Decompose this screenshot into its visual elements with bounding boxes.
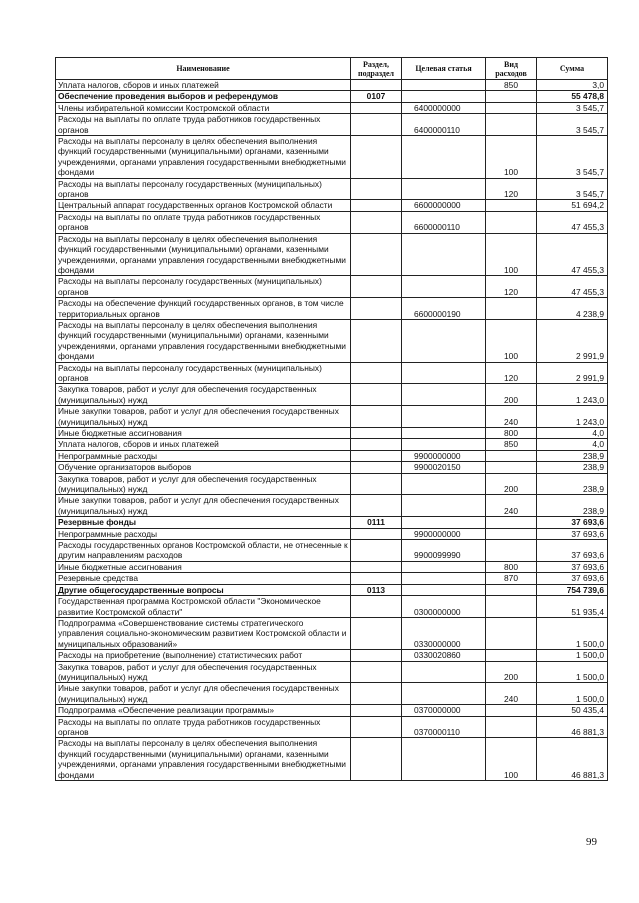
cell-name: Резервные средства [56,573,351,584]
cell-target [402,573,486,584]
cell-target: 0330020860 [402,650,486,661]
cell-kind: 100 [486,738,537,781]
cell-kind [486,716,537,738]
cell-kind [486,650,537,661]
cell-section [351,114,402,136]
cell-section [351,136,402,179]
cell-kind: 870 [486,573,537,584]
cell-sum: 55 478,8 [537,91,608,102]
cell-section [351,406,402,428]
table-row [56,200,608,211]
cell-sum: 1 243,0 [537,406,608,428]
table-row [56,738,608,781]
cell-name: Уплата налогов, сборов и иных платежей [56,439,351,450]
cell-name: Резервные фонды [56,517,351,528]
cell-name: Непрограммные расходы [56,450,351,461]
cell-sum: 1 500,0 [537,661,608,683]
cell-sum: 238,9 [537,450,608,461]
cell-name: Расходы на выплаты персоналу в целях обеспечения выполнения функций государственными (муниципальными) органами, казенными учреждениями, органами управления государственными внебюджетными фондами [56,136,351,179]
cell-target [402,584,486,595]
cell-kind: 100 [486,136,537,179]
cell-section [351,362,402,384]
budget-table-container [55,57,607,781]
table-row [56,517,608,528]
cell-target [402,319,486,362]
cell-kind: 100 [486,319,537,362]
header-name: Наименование [56,58,351,80]
cell-target [402,91,486,102]
cell-name: Расходы на выплаты по оплате труда работников государственных органов [56,716,351,738]
cell-target [402,80,486,91]
cell-name: Центральный аппарат государственных органов Костромской области [56,200,351,211]
cell-section [351,200,402,211]
table-row [56,406,608,428]
cell-kind [486,450,537,461]
cell-sum: 51 935,4 [537,596,608,618]
cell-section: 0111 [351,517,402,528]
table-row [56,661,608,683]
cell-section [351,738,402,781]
cell-target: 0300000000 [402,596,486,618]
table-row [56,276,608,298]
cell-section [351,178,402,200]
cell-kind [486,617,537,649]
cell-name: Расходы на выплаты персоналу государственных (муниципальных) органов [56,276,351,298]
cell-kind [486,102,537,113]
cell-kind: 200 [486,661,537,683]
cell-kind [486,211,537,233]
cell-name: Обучение организаторов выборов [56,462,351,473]
cell-name: Расходы на выплаты персоналу в целях обеспечения выполнения функций государственными (муниципальными) органами, казенными учреждениями, органами управления государственными внебюджетными фондами [56,738,351,781]
cell-kind: 800 [486,561,537,572]
page-number: 99 [586,836,597,848]
cell-kind: 850 [486,439,537,450]
cell-sum: 47 455,3 [537,276,608,298]
cell-target [402,439,486,450]
cell-section [351,661,402,683]
cell-kind [486,462,537,473]
cell-section [351,276,402,298]
cell-kind: 200 [486,384,537,406]
cell-name: Другие общегосударственные вопросы [56,584,351,595]
table-row [56,450,608,461]
cell-kind: 240 [486,406,537,428]
cell-section: 0107 [351,91,402,102]
header-section: Раздел, подраздел [351,58,402,80]
cell-kind: 850 [486,80,537,91]
cell-kind: 200 [486,473,537,495]
table-row [56,428,608,439]
cell-kind: 800 [486,428,537,439]
table-row [56,716,608,738]
table-row [56,705,608,716]
table-row [56,233,608,276]
cell-target: 6600000190 [402,298,486,320]
table-row [56,683,608,705]
cell-target: 6600000000 [402,200,486,211]
cell-target: 0370000110 [402,716,486,738]
cell-name: Закупка товаров, работ и услуг для обеспечения государственных (муниципальных) нужд [56,473,351,495]
table-row [56,617,608,649]
cell-target [402,406,486,428]
cell-target [402,136,486,179]
cell-name: Расходы на выплаты персоналу государственных (муниципальных) органов [56,362,351,384]
table-row [56,495,608,517]
cell-sum: 37 693,6 [537,561,608,572]
cell-kind: 240 [486,683,537,705]
cell-name: Иные закупки товаров, работ и услуг для обеспечения государственных (муниципальных) нужд [56,406,351,428]
header-sum: Сумма [537,58,608,80]
cell-kind [486,517,537,528]
cell-kind [486,91,537,102]
cell-target: 9900099990 [402,540,486,562]
cell-sum: 37 693,6 [537,573,608,584]
cell-name: Иные закупки товаров, работ и услуг для обеспечения государственных (муниципальных) нужд [56,683,351,705]
cell-sum: 1 500,0 [537,650,608,661]
header-kind: Вид расходов [486,58,537,80]
table-row [56,298,608,320]
cell-target [402,661,486,683]
cell-section [351,102,402,113]
cell-target [402,683,486,705]
cell-name: Расходы на выплаты по оплате труда работников государственных органов [56,211,351,233]
cell-name: Расходы государственных органов Костромской области, не отнесенные к другим направлениям расходов [56,540,351,562]
cell-sum: 238,9 [537,495,608,517]
cell-section [351,439,402,450]
table-row [56,80,608,91]
table-row [56,136,608,179]
cell-section [351,683,402,705]
cell-section [351,384,402,406]
cell-target [402,738,486,781]
cell-kind [486,596,537,618]
cell-sum: 3,0 [537,80,608,91]
cell-section [351,528,402,539]
cell-sum: 4,0 [537,439,608,450]
table-row [56,573,608,584]
cell-target: 9900020150 [402,462,486,473]
cell-name: Обеспечение проведения выборов и референдумов [56,91,351,102]
cell-section [351,298,402,320]
cell-section [351,80,402,91]
cell-name: Непрограммные расходы [56,528,351,539]
cell-name: Государственная программа Костромской области "Экономическое развитие Костромской области" [56,596,351,618]
table-row [56,114,608,136]
table-row [56,540,608,562]
cell-sum: 51 694,2 [537,200,608,211]
table-row [56,362,608,384]
cell-kind [486,705,537,716]
cell-target: 6400000000 [402,102,486,113]
cell-kind: 100 [486,233,537,276]
cell-name: Закупка товаров, работ и услуг для обеспечения государственных (муниципальных) нужд [56,661,351,683]
cell-name: Расходы на приобретение (выполнение) статистических работ [56,650,351,661]
cell-section: 0113 [351,584,402,595]
cell-kind [486,540,537,562]
cell-name: Подпрограмма «Обеспечение реализации программы» [56,705,351,716]
cell-section [351,573,402,584]
cell-sum: 3 545,7 [537,178,608,200]
table-row [56,473,608,495]
cell-section [351,473,402,495]
cell-name: Расходы на обеспечение функций государственных органов, в том числе территориальных органов [56,298,351,320]
table-row [56,102,608,113]
cell-sum: 1 243,0 [537,384,608,406]
table-row [56,211,608,233]
table-row [56,319,608,362]
cell-name: Закупка товаров, работ и услуг для обеспечения государственных (муниципальных) нужд [56,384,351,406]
cell-name: Уплата налогов, сборов и иных платежей [56,80,351,91]
cell-target [402,517,486,528]
cell-sum: 1 500,0 [537,683,608,705]
cell-target [402,276,486,298]
cell-section [351,540,402,562]
cell-target [402,473,486,495]
cell-section [351,561,402,572]
cell-kind [486,528,537,539]
cell-target: 6400000110 [402,114,486,136]
cell-sum: 3 545,7 [537,136,608,179]
cell-target [402,428,486,439]
cell-section [351,233,402,276]
cell-target: 0330000000 [402,617,486,649]
cell-name: Расходы на выплаты персоналу в целях обеспечения выполнения функций государственными (муниципальными) органами, казенными учреждениями, органами управления государственными внебюджетными фондами [56,233,351,276]
cell-target: 6600000110 [402,211,486,233]
table-row [56,91,608,102]
cell-kind [486,298,537,320]
table-row [56,584,608,595]
cell-sum: 754 739,6 [537,584,608,595]
cell-name: Расходы на выплаты по оплате труда работников государственных органов [56,114,351,136]
cell-name: Иные бюджетные ассигнования [56,561,351,572]
table-header-row [56,58,608,80]
cell-target [402,233,486,276]
cell-name: Расходы на выплаты персоналу в целях обеспечения выполнения функций государственными (муниципальными) органами, казенными учреждениями, органами управления государственными внебюджетными фондами [56,319,351,362]
cell-target [402,178,486,200]
cell-sum: 47 455,3 [537,211,608,233]
cell-target [402,384,486,406]
cell-name: Иные бюджетные ассигнования [56,428,351,439]
cell-section [351,705,402,716]
table-row [56,384,608,406]
cell-name: Иные закупки товаров, работ и услуг для обеспечения государственных (муниципальных) нужд [56,495,351,517]
cell-kind: 120 [486,276,537,298]
cell-name: Члены избирательной комиссии Костромской области [56,102,351,113]
cell-section [351,319,402,362]
table-row [56,439,608,450]
cell-section [351,617,402,649]
cell-name: Подпрограмма «Совершенствование системы стратегического управления социально-экономическим развитием Костромской области и муниципальных образований» [56,617,351,649]
cell-sum: 238,9 [537,473,608,495]
cell-section [351,596,402,618]
cell-target [402,561,486,572]
cell-section [351,428,402,439]
header-target: Целевая статья [402,58,486,80]
cell-sum: 46 881,3 [537,738,608,781]
cell-kind: 120 [486,362,537,384]
cell-kind: 120 [486,178,537,200]
table-row [56,462,608,473]
cell-target [402,362,486,384]
cell-name: Расходы на выплаты персоналу государственных (муниципальных) органов [56,178,351,200]
cell-kind [486,114,537,136]
cell-sum: 4,0 [537,428,608,439]
cell-sum: 46 881,3 [537,716,608,738]
cell-sum: 37 693,6 [537,528,608,539]
cell-section [351,650,402,661]
table-row [56,650,608,661]
cell-sum: 1 500,0 [537,617,608,649]
cell-target: 0370000000 [402,705,486,716]
budget-table [55,57,608,781]
cell-section [351,495,402,517]
table-row [56,596,608,618]
cell-kind: 240 [486,495,537,517]
cell-section [351,211,402,233]
cell-sum: 3 545,7 [537,102,608,113]
table-row [56,178,608,200]
table-row [56,561,608,572]
cell-target [402,495,486,517]
cell-kind [486,584,537,595]
cell-section [351,716,402,738]
cell-sum: 47 455,3 [537,233,608,276]
table-row [56,528,608,539]
cell-sum: 37 693,6 [537,540,608,562]
cell-sum: 37 693,6 [537,517,608,528]
cell-sum: 3 545,7 [537,114,608,136]
cell-sum: 50 435,4 [537,705,608,716]
cell-sum: 2 991,9 [537,362,608,384]
cell-target: 9900000000 [402,528,486,539]
cell-target: 9900000000 [402,450,486,461]
cell-section [351,450,402,461]
cell-kind [486,200,537,211]
cell-section [351,462,402,473]
cell-sum: 2 991,9 [537,319,608,362]
table-body [56,80,608,781]
cell-sum: 238,9 [537,462,608,473]
cell-sum: 4 238,9 [537,298,608,320]
